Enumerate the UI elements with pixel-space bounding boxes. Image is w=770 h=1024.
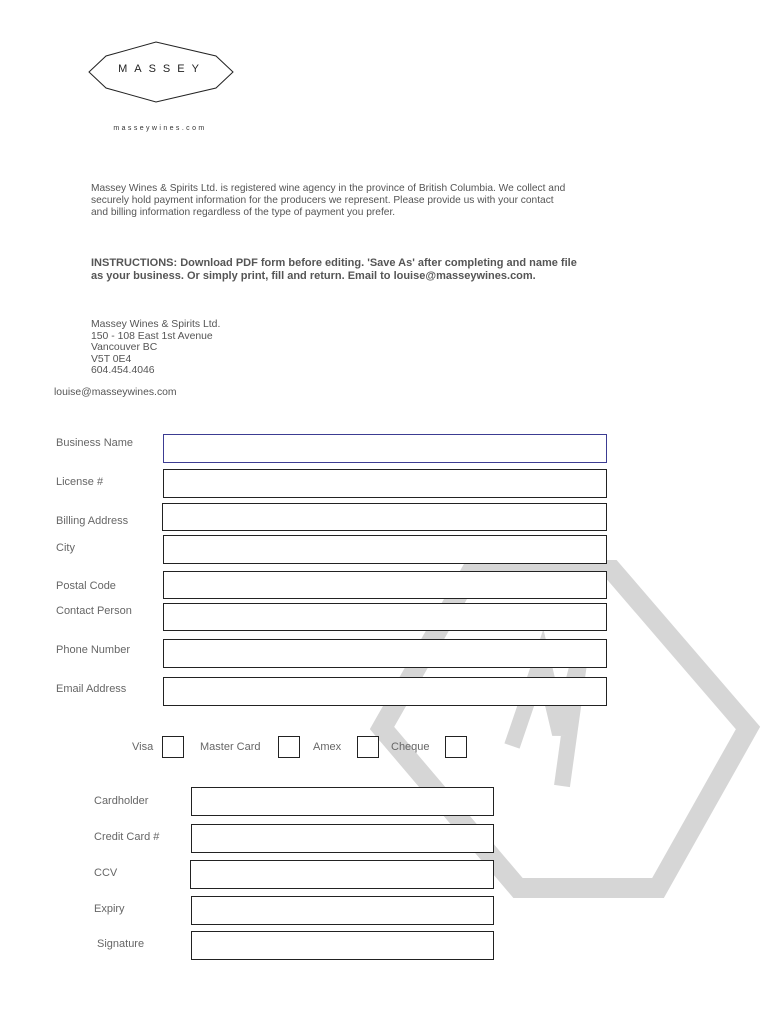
signature-label: Signature xyxy=(97,938,145,950)
phone-number-field[interactable] xyxy=(163,639,607,668)
email-address-field[interactable] xyxy=(163,677,607,706)
intro-paragraph: Massey Wines & Spirits Ltd. is registered wine agency in the province of British Columbia. We collect and securely hold payment information for the producers we represent. Please provide us with your contact and billing information regardless of the type of payment you prefer. xyxy=(91,183,566,218)
license-label: License # xyxy=(56,476,104,488)
amex-label: Amex xyxy=(313,741,342,753)
billing-address-label: Billing Address xyxy=(56,515,129,527)
city-label: City xyxy=(56,542,75,554)
credit-card-label: Credit Card # xyxy=(94,831,160,843)
address-phone: 604.454.4046 xyxy=(91,365,155,377)
email-address-label: Email Address xyxy=(56,683,127,695)
cheque-checkbox[interactable] xyxy=(445,736,467,758)
address-street: 150 - 108 East 1st Avenue xyxy=(91,330,213,342)
billing-address-field[interactable] xyxy=(162,503,607,531)
ccv-label: CCV xyxy=(94,867,118,879)
contact-person-label: Contact Person xyxy=(56,605,132,617)
address-block xyxy=(91,319,220,377)
address-postal: V5T 0E4 xyxy=(91,353,132,365)
signature-field[interactable] xyxy=(191,931,494,960)
postal-code-label: Postal Code xyxy=(56,580,116,592)
business-name-field[interactable] xyxy=(163,434,607,463)
phone-number-label: Phone Number xyxy=(56,644,130,656)
expiry-field[interactable] xyxy=(191,896,494,925)
expiry-label: Expiry xyxy=(94,903,125,915)
business-name-label: Business Name xyxy=(56,437,134,449)
cardholder-field[interactable] xyxy=(191,787,494,816)
address-company: Massey Wines & Spirits Ltd. xyxy=(91,319,221,330)
address-city: Vancouver BC xyxy=(91,342,158,354)
visa-label: Visa xyxy=(132,741,154,753)
credit-card-field[interactable] xyxy=(191,824,494,853)
mastercard-label: Master Card xyxy=(200,741,261,753)
visa-checkbox[interactable] xyxy=(162,736,184,758)
license-field[interactable] xyxy=(163,469,607,498)
mastercard-checkbox[interactable] xyxy=(278,736,300,758)
logo-text: MASSEY xyxy=(118,63,206,75)
address-email: louise@masseywines.com xyxy=(54,387,177,398)
ccv-field[interactable] xyxy=(190,860,494,889)
cardholder-label: Cardholder xyxy=(94,795,149,807)
instructions-paragraph: INSTRUCTIONS: Download PDF form before editing. 'Save As' after completing and name file as your business. Or simply print, fill and return. Email to louise@masseywines.com. xyxy=(91,257,577,282)
website-text: masseywines.com xyxy=(113,125,207,132)
contact-person-field[interactable] xyxy=(163,603,607,631)
postal-code-field[interactable] xyxy=(163,571,607,599)
amex-checkbox[interactable] xyxy=(357,736,379,758)
city-field[interactable] xyxy=(163,535,607,564)
cheque-label: Cheque xyxy=(391,741,430,753)
